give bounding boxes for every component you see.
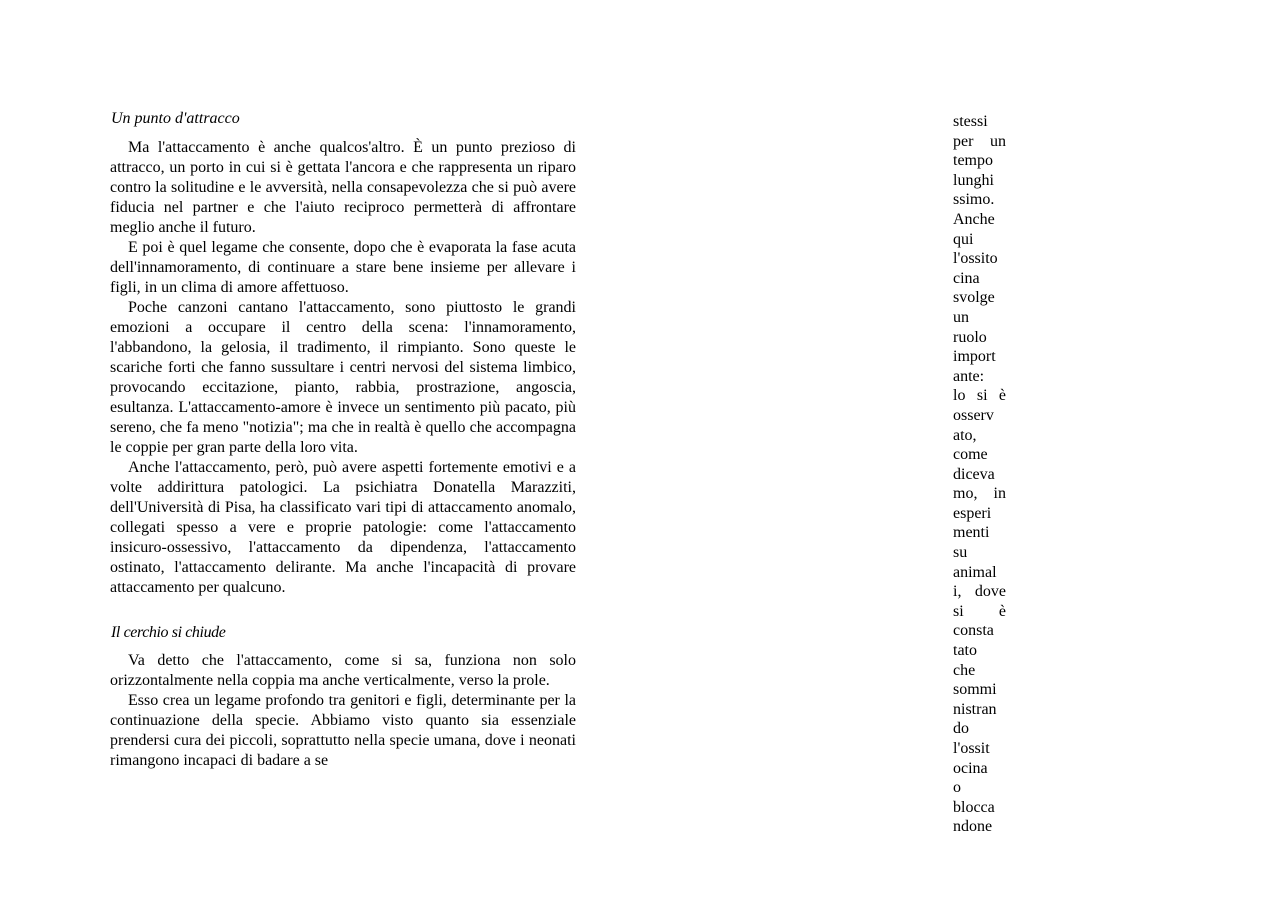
left-text-column xyxy=(110,108,576,771)
column-line: ante: xyxy=(953,367,985,385)
column-line: ruolo xyxy=(953,328,987,346)
column-line: i, dove xyxy=(953,583,1006,601)
section-heading-attracco: Un punto d'attracco xyxy=(111,110,240,127)
column-line: consta xyxy=(953,622,994,640)
paragraph: Poche canzoni cantano l'attaccamento, sono piuttosto le grandi emozioni a occupare il centro della scena: l'innamoramento, l'abbandono, la gelosia, il tradimento, il rimpianto. Sono queste le scariche forti che fanno sussultare i centri nervosi del sistema limbico, provocando eccitazione, pianto, rabbia, prostrazione, angoscia, esultanza. L'attaccamento-amore è invece un sentimento più pacato, più sereno, che fa meno "notizia"; ma che in realtà è quello che accompagna le coppie per gran parte della loro vita. xyxy=(110,299,576,456)
column-line: cina xyxy=(953,269,980,287)
column-line: come xyxy=(953,446,988,464)
column-line: ato, xyxy=(953,426,977,444)
column-line: lunghi xyxy=(953,171,994,189)
column-line: diceva xyxy=(953,465,995,483)
column-line: animal xyxy=(953,563,997,581)
column-line: osserv xyxy=(953,406,994,424)
column-line: tato xyxy=(953,642,977,660)
column-line: o xyxy=(953,779,961,797)
column-line: Anche xyxy=(953,210,995,228)
column-line: nistran xyxy=(953,700,997,718)
column-line: che xyxy=(953,661,976,679)
column-line: stessi xyxy=(953,113,988,130)
paragraph: Esso crea un legame profondo tra genitori e figli, determinante per la continuazione della specie. Abbiamo visto quanto sia essenziale prendersi cura dei piccoli, soprattutto nella specie umana, dove i neonati rimangono incapaci di badare a se xyxy=(110,692,576,769)
column-line: un xyxy=(953,308,969,326)
column-line: menti xyxy=(953,524,990,542)
column-line: si è xyxy=(953,602,1006,620)
column-line: esperi xyxy=(953,504,992,522)
column-line: ocina xyxy=(953,759,988,777)
right-narrow-column xyxy=(953,112,1006,837)
column-line: import xyxy=(953,348,996,366)
paragraph: Ma l'attaccamento è anche qualcos'altro. È un punto prezioso di attracco, un porto in cui si è gettata l'ancora e che rappresenta un riparo contro la solitudine e le avversità, nella consapevolezza che si può avere fiducia nel partner e che l'aiuto reciproco permetterà di affrontare meglio anche il futuro. xyxy=(110,139,576,236)
paragraph: Anche l'attaccamento, però, può avere aspetti fortemente emotivi e a volte addirittura patologici. La psichiatra Donatella Marazziti, dell'Università di Pisa, ha classificato vari tipi di attaccamento anomalo, collegati spesso a vere e proprie patologie: come l'attaccamento insicuro-ossessivo, l'attaccamento da dipendenza, l'attaccamento ostinato, l'attaccamento delirante. Ma anche l'incapacità di provare attaccamento per qualcuno. xyxy=(110,459,576,596)
column-line: tempo xyxy=(953,152,993,170)
column-line: qui xyxy=(953,230,974,248)
column-line: mo, in xyxy=(953,485,1006,503)
column-line: l'ossito xyxy=(953,250,998,268)
column-line: lo si è xyxy=(953,387,1006,405)
paragraph: E poi è quel legame che consente, dopo che è evaporata la fase acuta dell'innamoramento, di continuare a stare bene insieme per allevare i figli, in un clima di amore affettuoso. xyxy=(110,239,576,296)
column-line: blocca xyxy=(953,798,995,816)
column-line: su xyxy=(953,544,968,562)
section-heading-cerchio: Il cerchio si chiude xyxy=(111,624,226,641)
column-line: svolge xyxy=(953,289,995,307)
column-line: do xyxy=(953,720,969,738)
column-line: l'ossit xyxy=(953,740,990,757)
column-line: ndone xyxy=(953,818,993,836)
column-line: sommi xyxy=(953,681,997,699)
column-line: per un xyxy=(953,132,1006,150)
column-line: ssimo. xyxy=(953,191,995,209)
paragraph: Va detto che l'attaccamento, come si sa, funziona non solo orizzontalmente nella coppia ma anche verticalmente, verso la prole. xyxy=(110,652,576,689)
